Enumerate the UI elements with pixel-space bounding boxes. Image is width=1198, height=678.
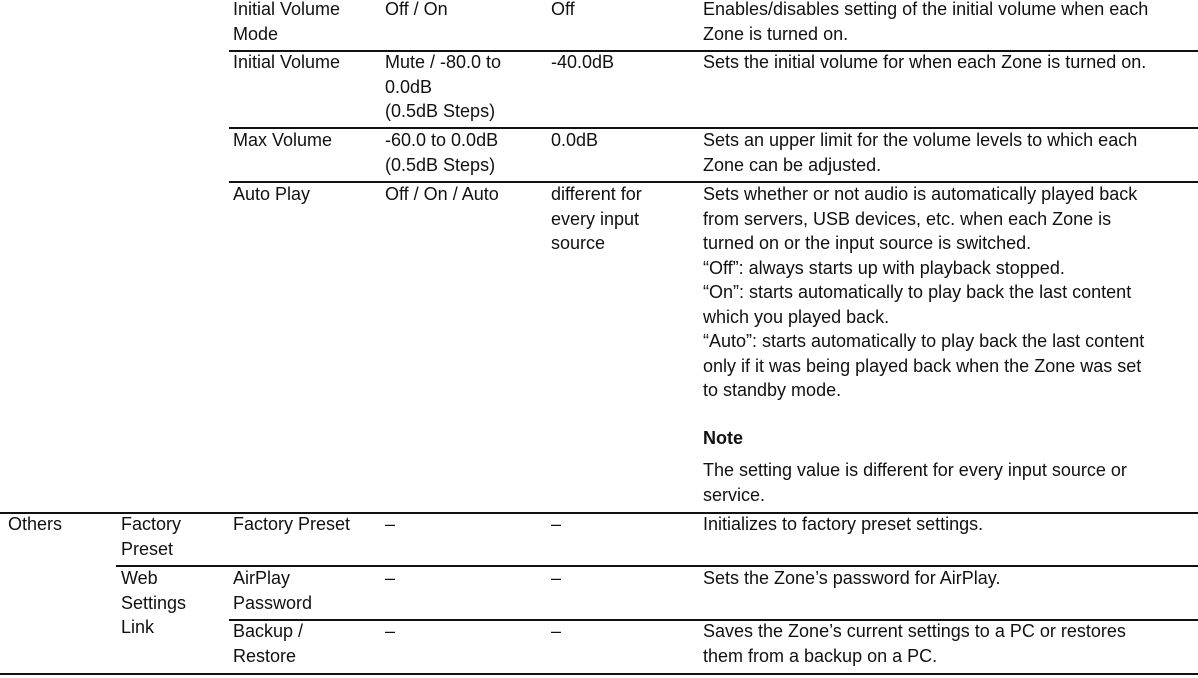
item-name: Initial Volume — [233, 52, 341, 72]
default-value: 0.0dB — [551, 130, 599, 150]
default-value: – — [551, 621, 562, 641]
description: Saves the Zone’s current settings to a PC or restores them from a backup on a PC. — [703, 621, 1126, 666]
description: Initializes to factory preset settings. — [703, 514, 984, 534]
setting-range: Off / On — [385, 0, 448, 19]
default-value: – — [551, 568, 562, 588]
note-heading: Note — [703, 428, 743, 448]
setting-range: – — [385, 514, 396, 534]
table-bottom-border — [0, 673, 1198, 675]
item-name: AirPlay Password — [233, 568, 313, 613]
default-value: -40.0dB — [551, 52, 615, 72]
default-value: Off — [551, 0, 575, 19]
setting-range: Mute / -80.0 to 0.0dB (0.5dB Steps) — [385, 52, 502, 121]
description: Sets the initial volume for when each Zone is turned on. — [703, 52, 1147, 72]
setting-range: -60.0 to 0.0dB (0.5dB Steps) — [385, 130, 499, 175]
description: Enables/disables setting of the initial volume when each Zone is turned on. — [703, 0, 1149, 44]
item-name: Max Volume — [233, 130, 333, 150]
description: Sets the Zone’s password for AirPlay. — [703, 568, 1001, 588]
note-text: The setting value is different for every input source or service. — [703, 460, 1127, 505]
item-name: Factory Preset — [233, 514, 351, 534]
default-value: different for every input source — [551, 184, 642, 253]
description: Sets whether or not audio is automatically played back from servers, USB devices, etc. when each Zone is turned on or the input source is switched. “Off”: always starts up with playback stopped. “On”: starts automatically to play back the last content which you played back. “Auto”: starts automatically to play back the last content only if it was being played back when the Zone was set to standby mode. — [703, 184, 1145, 400]
category-name: Others — [8, 514, 63, 534]
group-name: Web Settings Link — [121, 568, 187, 637]
item-name: Backup / Restore — [233, 621, 304, 666]
description: Sets an upper limit for the volume levels to which each Zone can be adjusted. — [703, 130, 1138, 175]
item-name: Auto Play — [233, 184, 311, 204]
item-name: Initial Volume Mode — [233, 0, 341, 44]
setting-range: – — [385, 568, 396, 588]
group-name: Factory Preset — [121, 514, 182, 559]
setting-range: Off / On / Auto — [385, 184, 499, 204]
default-value: – — [551, 514, 562, 534]
setting-range: – — [385, 621, 396, 641]
